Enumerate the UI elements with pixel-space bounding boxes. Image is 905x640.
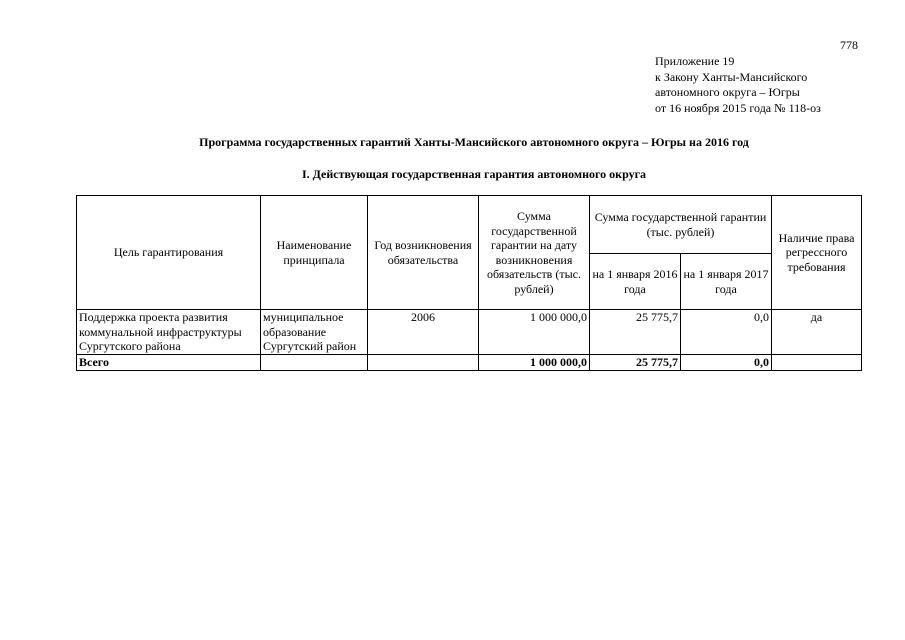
appendix-line: к Закону Ханты-Мансийского: [655, 69, 808, 84]
header-goal: Цель гарантирования: [77, 196, 261, 310]
guarantees-table: [76, 195, 862, 371]
cell-amount: 1 000 000,0: [479, 310, 590, 355]
appendix-line: Приложение 19: [655, 54, 735, 68]
total-empty-cell: [368, 354, 479, 370]
total-amount: 1 000 000,0: [479, 354, 590, 370]
document-title: Программа государственных гарантий Ханты-Мансийского автономного округа – Югры на 2016 год: [199, 135, 749, 149]
cell-year: 2006: [368, 310, 479, 355]
header-regress: Наличие права регрессного требования: [772, 196, 862, 310]
total-label: Всего: [77, 354, 261, 370]
total-jan-2017: 0,0: [681, 354, 772, 370]
header-jan-2016: на 1 января 2016 года: [590, 254, 681, 310]
section-title: I. Действующая государственная гарантия автономного округа: [301, 167, 647, 181]
total-empty-cell: [772, 354, 862, 370]
total-empty-cell: [261, 354, 368, 370]
header-amount: Сумма государственной гарантии на дату возникновения обязательств (тыс. рублей): [479, 196, 590, 310]
cell-goal: Поддержка проекта развития коммунальной инфраструктуры Сургутского района: [77, 310, 261, 355]
cell-jan-2017: 0,0: [681, 310, 772, 355]
cell-jan-2016: 25 775,7: [590, 310, 681, 355]
header-principal: Наименование принципала: [261, 196, 368, 310]
header-sum-group: Сумма государственной гарантии (тыс. рублей): [590, 196, 772, 254]
cell-regress: да: [772, 310, 862, 355]
table-row: [77, 310, 862, 355]
appendix-reference: [655, 54, 821, 116]
header-year: Год возникновения обязательства: [368, 196, 479, 310]
total-row: [77, 354, 862, 370]
appendix-line: от 16 ноября 2015 года № 118-оз: [655, 100, 821, 115]
page-number: 778: [840, 38, 858, 52]
header-jan-2017: на 1 января 2017 года: [681, 254, 772, 310]
cell-principal: муниципальное образование Сургутский район: [261, 310, 368, 355]
appendix-line: автономного округа – Югры: [655, 85, 800, 99]
total-jan-2016: 25 775,7: [590, 354, 681, 370]
